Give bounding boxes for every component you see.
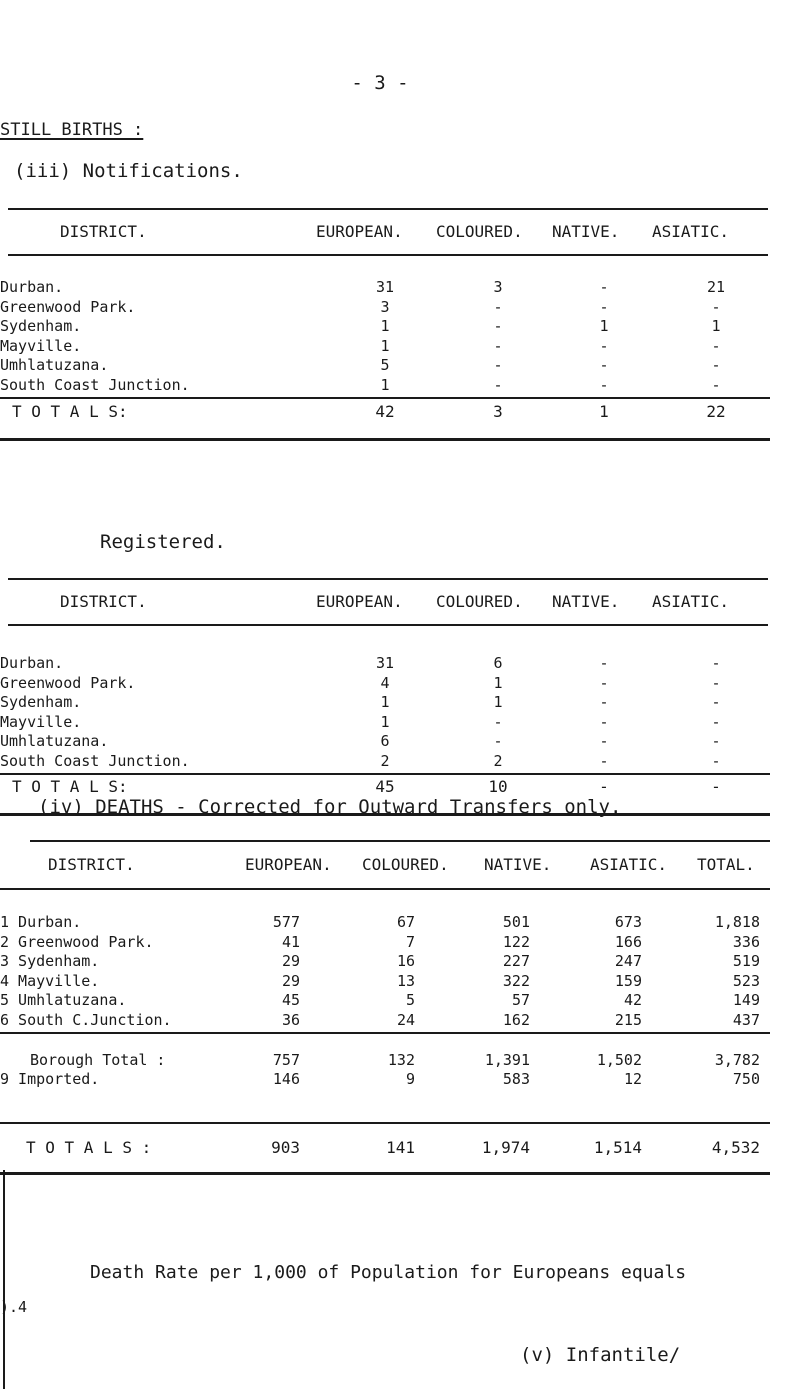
table-cell: 1 — [493, 673, 503, 692]
table-cell: 149 — [732, 991, 760, 1009]
column-header: ASIATIC. — [652, 222, 730, 241]
table-cell: 519 — [732, 952, 760, 970]
imported-cell: 583 — [502, 1070, 530, 1088]
table-cell: 159 — [614, 971, 642, 990]
table-cell: 437 — [732, 1010, 760, 1029]
table-cell: - — [493, 356, 503, 374]
column-header: ASIATIC. — [652, 592, 730, 611]
table-cell: 2 — [380, 751, 390, 770]
table-cell: 227 — [502, 952, 530, 970]
header-bottom-rule — [0, 888, 770, 890]
continuation-text: (v) Infantile/ — [520, 1344, 681, 1366]
district-name: Durban. — [0, 278, 64, 296]
table-cell: 1 — [380, 693, 390, 711]
table-cell: 31 — [375, 654, 395, 672]
totals-label: T O T A L S : — [26, 1138, 152, 1157]
table-cell: 36 — [281, 1010, 300, 1029]
table-cell: 29 — [281, 971, 300, 990]
table-cell: - — [599, 732, 609, 750]
column-header: NATIVE. — [484, 855, 552, 874]
district-name: 2 Greenwood Park. — [0, 932, 154, 951]
table-cell: 41 — [281, 932, 300, 951]
table-cell: - — [493, 732, 503, 750]
table-cell: 501 — [502, 913, 530, 931]
totals-cell: 903 — [271, 1138, 300, 1157]
district-name: Mayville. — [0, 336, 82, 355]
table-cell: 166 — [614, 932, 642, 951]
rows-bottom-rule — [0, 397, 770, 399]
column-header: EUROPEAN. — [316, 222, 403, 241]
column-header: DISTRICT. — [60, 222, 147, 241]
table-cell: 57 — [511, 991, 530, 1009]
table-cell: - — [493, 375, 503, 394]
table-cell: - — [493, 297, 503, 316]
column-header: TOTAL. — [697, 855, 755, 874]
table-cell: 31 — [375, 278, 395, 296]
table-cell: - — [711, 751, 721, 770]
totals-cell: 10 — [488, 777, 508, 796]
column-header: NATIVE. — [552, 592, 620, 611]
header-top-rule — [30, 840, 770, 842]
table-cell: - — [711, 712, 721, 731]
district-name: Greenwood Park. — [0, 297, 136, 316]
table-cell: - — [711, 693, 721, 711]
table-cell: - — [599, 375, 609, 394]
totals-cell: - — [711, 777, 721, 796]
table-cell: 6 — [380, 732, 390, 750]
totals-cell: 1,974 — [481, 1138, 530, 1157]
table-cell: 673 — [614, 913, 642, 931]
table-cell: 215 — [614, 1010, 642, 1029]
table-cell: - — [711, 732, 721, 750]
table-cell: - — [599, 712, 609, 731]
district-name: Mayville. — [0, 712, 82, 731]
imported-cell: 146 — [272, 1070, 300, 1088]
header-top-rule — [8, 578, 768, 580]
imported-label: 9 Imported. — [0, 1070, 100, 1088]
column-header: EUROPEAN. — [316, 592, 403, 611]
rows-bottom-rule — [0, 773, 770, 775]
table-cell: 1 — [380, 336, 390, 355]
table-cell: - — [711, 297, 721, 316]
borough-total-cell: 1,502 — [596, 1051, 642, 1069]
table-cell: 21 — [706, 278, 726, 296]
table-cell: - — [599, 693, 609, 711]
totals-cell: 45 — [375, 777, 395, 796]
header-top-rule — [8, 208, 768, 210]
table-cell: - — [711, 356, 721, 374]
column-header: EUROPEAN. — [245, 855, 332, 874]
totals-label: T O T A L S: — [12, 402, 128, 421]
column-header: DISTRICT. — [48, 855, 135, 874]
district-name: Greenwood Park. — [0, 673, 136, 692]
table-cell: - — [493, 336, 503, 355]
district-name: Sydenham. — [0, 317, 82, 335]
column-header: COLOURED. — [436, 222, 523, 241]
table-cell: 6 — [493, 654, 503, 672]
totals-cell: 141 — [386, 1138, 415, 1157]
table-cell: 336 — [732, 932, 760, 951]
table-cell: 577 — [272, 913, 300, 931]
table-cell: 3 — [493, 278, 503, 296]
table-cell: 247 — [614, 952, 642, 970]
district-name: 1 Durban. — [0, 913, 82, 931]
table-cell: 1 — [380, 712, 390, 731]
table-cell: - — [599, 336, 609, 355]
table-cell: 1 — [711, 317, 721, 335]
pre-totals-rule — [0, 1122, 770, 1124]
page-number: - 3 - — [351, 72, 409, 94]
table-cell: - — [599, 356, 609, 374]
table-cell: - — [599, 654, 609, 672]
table-cell: - — [493, 712, 503, 731]
totals-bottom-rule — [0, 438, 770, 441]
district-name: Umhlatuzana. — [0, 356, 109, 374]
table-cell: 322 — [502, 971, 530, 990]
table-cell: 1 — [380, 375, 390, 394]
death-rate-value: ).4 — [0, 1298, 28, 1316]
column-header: COLOURED. — [436, 592, 523, 611]
header-bottom-rule — [8, 254, 768, 256]
district-name: Umhlatuzana. — [0, 732, 109, 750]
imported-cell: 12 — [623, 1070, 642, 1088]
column-header: ASIATIC. — [590, 855, 668, 874]
table-cell: 45 — [281, 991, 300, 1009]
table-cell: - — [599, 297, 609, 316]
header-bottom-rule — [8, 624, 768, 626]
column-header: NATIVE. — [552, 222, 620, 241]
notifications-title: (iii) Notifications. — [14, 160, 243, 182]
rows-bottom-rule — [0, 1032, 770, 1034]
totals-cell: 22 — [706, 402, 726, 421]
district-name: South Coast Junction. — [0, 375, 190, 394]
table-cell: 5 — [380, 356, 390, 374]
borough-total-label: Borough Total : — [30, 1051, 166, 1069]
imported-cell: 750 — [732, 1070, 760, 1088]
table-cell: 122 — [502, 932, 530, 951]
table-cell: 42 — [623, 991, 642, 1009]
table-cell: - — [711, 673, 721, 692]
section-title: STILL BIRTHS : — [0, 120, 144, 140]
totals-label: T O T A L S: — [12, 777, 128, 796]
table-cell: 4 — [380, 673, 390, 692]
district-name: South Coast Junction. — [0, 751, 190, 770]
borough-total-cell: 132 — [387, 1051, 415, 1069]
district-name: 5 Umhlatuzana. — [0, 991, 127, 1009]
imported-cell: 9 — [405, 1070, 415, 1088]
table-cell: 16 — [396, 952, 415, 970]
left-edge-bar — [3, 1170, 5, 1389]
totals-cell: 42 — [375, 402, 395, 421]
column-header: COLOURED. — [362, 855, 449, 874]
table-cell: - — [711, 375, 721, 394]
death-rate-text: Death Rate per 1,000 of Population for Europeans equals — [90, 1262, 687, 1283]
registered-title: Registered. — [100, 531, 226, 553]
table-cell: - — [599, 673, 609, 692]
table-cell: 162 — [502, 1010, 530, 1029]
table-cell: - — [599, 278, 609, 296]
table-cell: 523 — [732, 971, 760, 990]
table-cell: - — [599, 751, 609, 770]
table-cell: 13 — [396, 971, 415, 990]
totals-cell: 1 — [599, 402, 609, 421]
table-cell: 2 — [493, 751, 503, 770]
borough-total-cell: 1,391 — [484, 1051, 530, 1069]
deaths-title: (iv) DEATHS - Corrected for Outward Transfers only. — [38, 796, 622, 818]
table-cell: 1 — [380, 317, 390, 335]
district-name: 3 Sydenham. — [0, 952, 100, 970]
borough-total-cell: 3,782 — [714, 1051, 760, 1069]
district-name: Sydenham. — [0, 693, 82, 711]
column-header: DISTRICT. — [60, 592, 147, 611]
totals-cell: 4,532 — [711, 1138, 760, 1157]
borough-total-cell: 757 — [272, 1051, 300, 1069]
district-name: Durban. — [0, 654, 64, 672]
table-cell: 29 — [281, 952, 300, 970]
district-name: 4 Mayville. — [0, 971, 100, 990]
table-cell: - — [493, 317, 503, 335]
totals-cell: - — [599, 777, 609, 796]
table-cell: 3 — [380, 297, 390, 316]
table-cell: - — [711, 336, 721, 355]
totals-cell: 1,514 — [593, 1138, 642, 1157]
table-cell: 24 — [396, 1010, 415, 1029]
totals-bottom-rule — [0, 1172, 770, 1175]
table-cell: 1 — [493, 693, 503, 711]
table-cell: 1,818 — [714, 913, 760, 931]
table-cell: 5 — [405, 991, 415, 1009]
table-cell: - — [711, 654, 721, 672]
totals-cell: 3 — [493, 402, 503, 421]
table-cell: 67 — [396, 913, 415, 931]
table-cell: 1 — [599, 317, 609, 335]
district-name: 6 South C.Junction. — [0, 1010, 172, 1029]
table-cell: 7 — [405, 932, 415, 951]
